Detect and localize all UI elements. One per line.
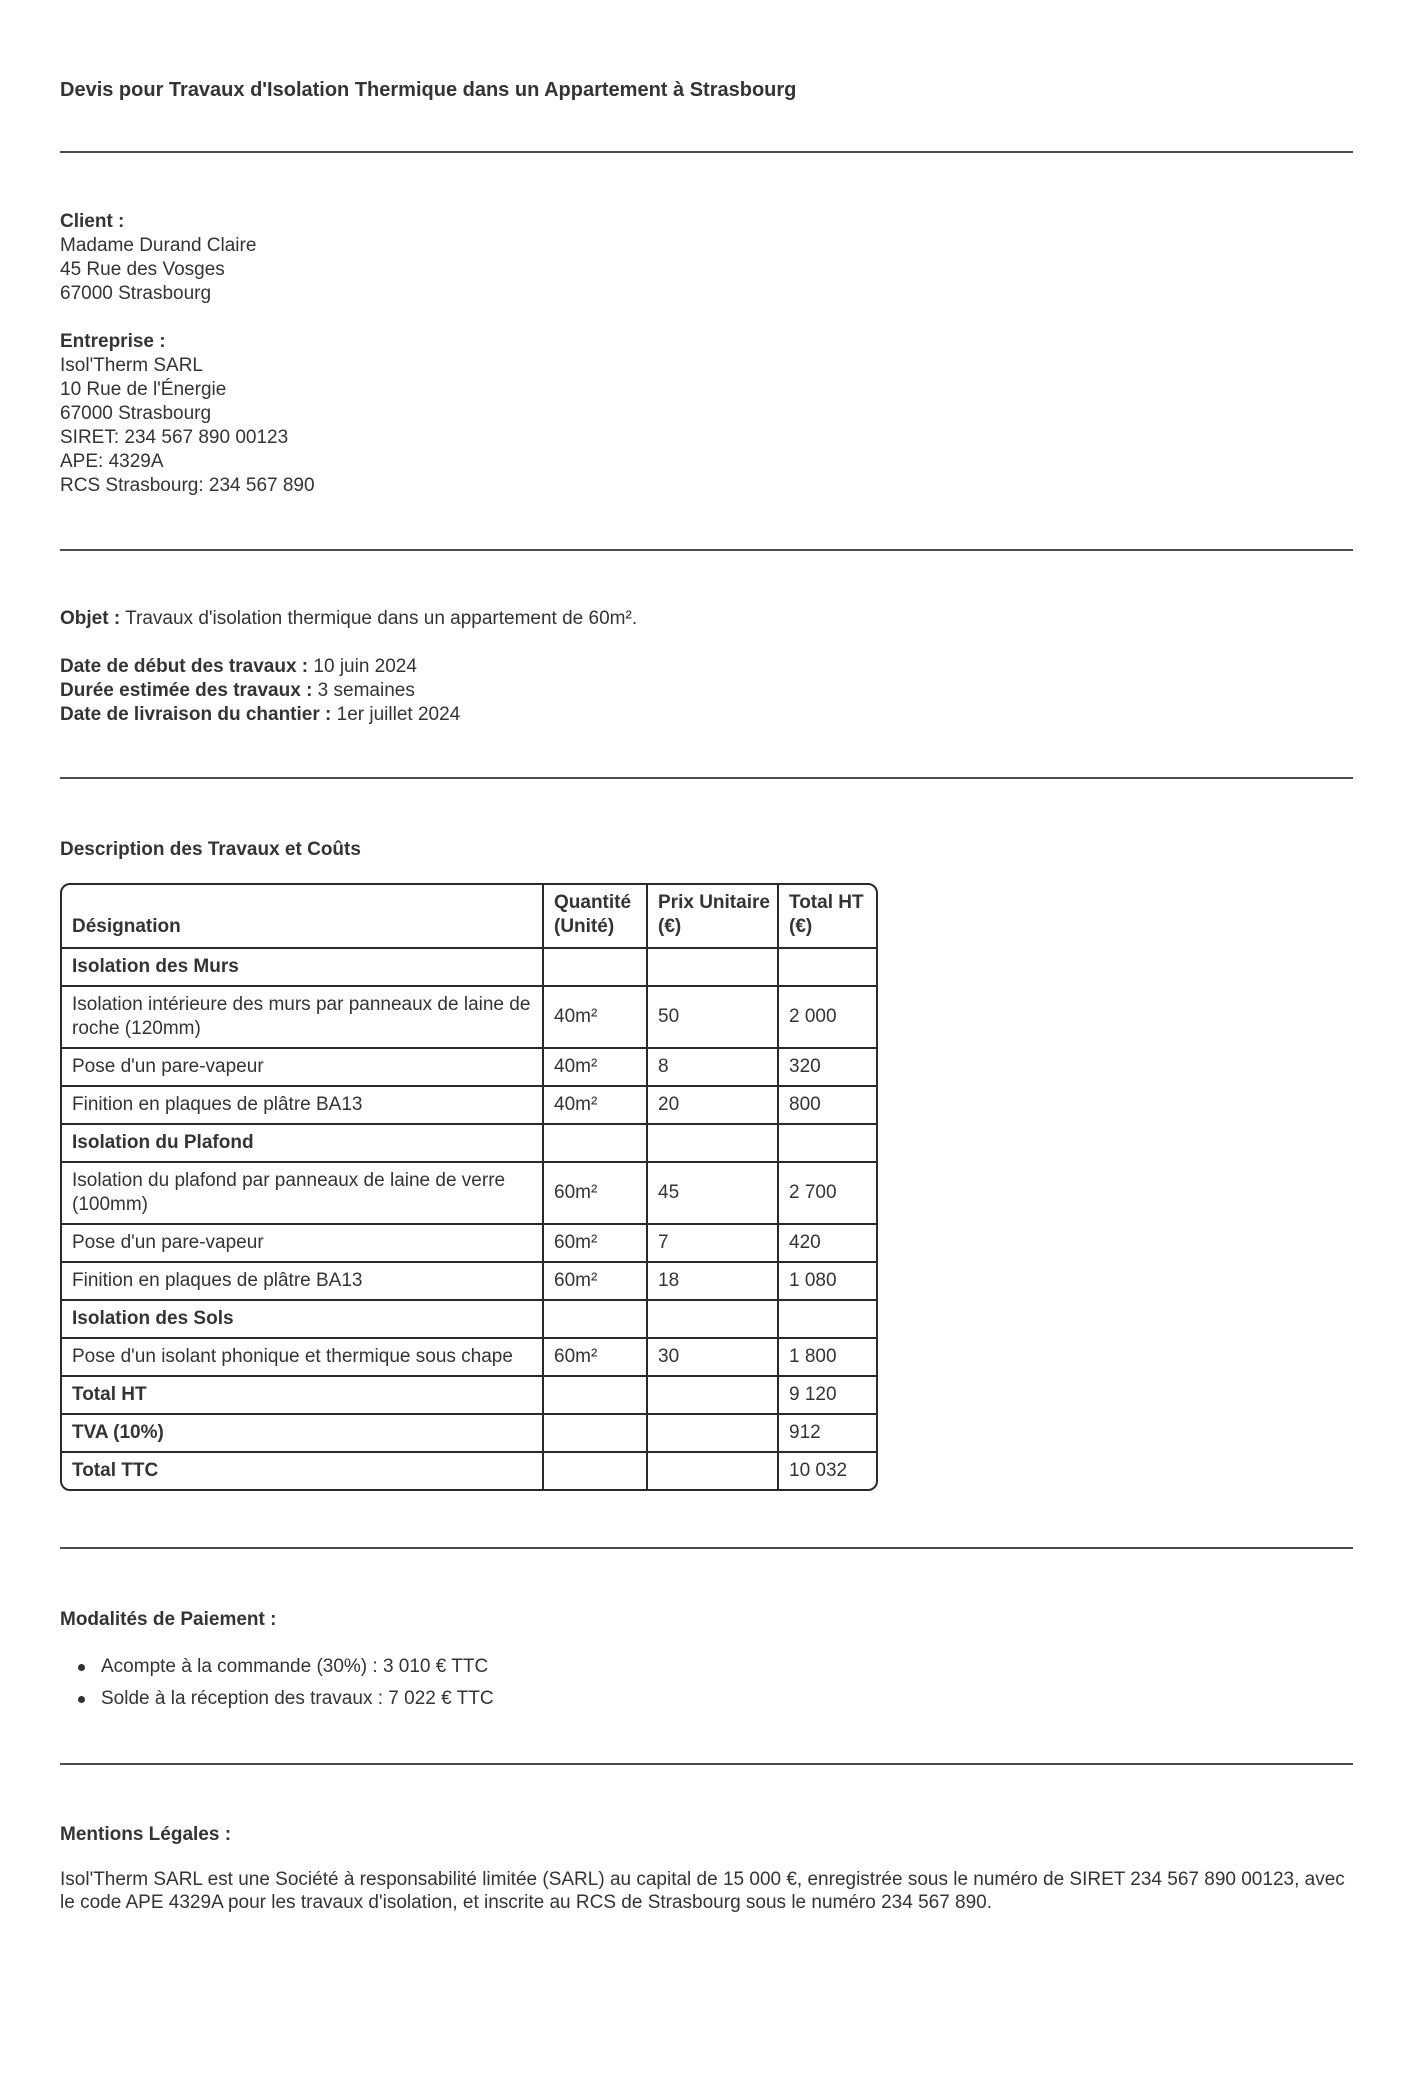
divider — [60, 1763, 1353, 1765]
company-detail-line: 10 Rue de l'Énergie — [60, 379, 227, 400]
cell-quantity: 60m² — [543, 1338, 647, 1376]
cell-designation: TVA (10%) — [62, 1414, 543, 1452]
cell-unit-price — [647, 1414, 778, 1452]
col-header-line: (Unité) — [554, 916, 615, 937]
cost-table-container — [60, 883, 878, 1491]
table-row — [62, 986, 876, 1048]
cell-unit-price: 20 — [647, 1086, 778, 1124]
cell-total-ht — [778, 948, 876, 986]
cell-total-ht: 2 000 — [778, 986, 876, 1048]
cell-quantity: 60m² — [543, 1162, 647, 1224]
cell-quantity — [543, 948, 647, 986]
payment-item — [60, 1687, 1353, 1711]
cell-unit-price: 7 — [647, 1224, 778, 1262]
company-detail-line: Isol'Therm SARL — [60, 355, 204, 376]
company-details — [60, 354, 1353, 498]
cell-designation: Total TTC — [62, 1452, 543, 1489]
cost-table-body — [62, 948, 876, 1489]
cell-unit-price: 30 — [647, 1338, 778, 1376]
cost-table — [62, 885, 876, 1489]
cell-unit-price: 45 — [647, 1162, 778, 1224]
detail-label: Durée estimée des travaux : — [60, 680, 313, 701]
cell-designation: Isolation intérieure des murs par panneaux de laine de roche (120mm) — [62, 986, 543, 1048]
objet-line — [60, 607, 1353, 631]
cell-designation: Pose d'un pare-vapeur — [62, 1224, 543, 1262]
cell-quantity: 40m² — [543, 986, 647, 1048]
col-header-line: (€) — [658, 916, 682, 937]
cell-unit-price — [647, 1452, 778, 1489]
project-detail-line: Date de début des travaux : 10 juin 2024 — [60, 656, 417, 677]
company-heading: Entreprise : — [60, 331, 166, 352]
cell-quantity — [543, 1300, 647, 1338]
payment-list — [60, 1655, 1353, 1711]
client-address-line: Madame Durand Claire — [60, 235, 257, 256]
cell-unit-price — [647, 1376, 778, 1414]
cell-unit-price — [647, 1124, 778, 1162]
payment-item-text: Acompte à la commande (30%) : 3 010 € TTC — [101, 1656, 489, 1677]
cell-unit-price: 18 — [647, 1262, 778, 1300]
col-header-line: Prix Unitaire — [658, 892, 770, 913]
payment-heading: Modalités de Paiement : — [60, 1609, 277, 1630]
bullet-icon — [78, 1696, 85, 1703]
col-header-line: Quantité — [554, 892, 632, 913]
cell-total-ht: 10 032 — [789, 1460, 848, 1481]
cost-table-header — [62, 885, 876, 948]
table-row — [62, 1376, 876, 1414]
cell-unit-price: 50 — [647, 986, 778, 1048]
cell-designation: Isolation des Murs — [62, 948, 543, 986]
cell-quantity: 60m² — [543, 1224, 647, 1262]
cell-quantity — [543, 1452, 647, 1489]
table-row — [62, 1048, 876, 1086]
document-page — [0, 78, 1413, 1914]
document-title: Devis pour Travaux d'Isolation Thermique dans un Appartement à Strasbourg — [60, 79, 797, 101]
objet-text: Travaux d'isolation thermique dans un appartement de 60m². — [125, 608, 638, 629]
project-detail-line: Durée estimée des travaux : 3 semaines — [60, 680, 415, 701]
cell-total-ht: 1 800 — [778, 1338, 876, 1376]
cell-total-ht: 320 — [778, 1048, 876, 1086]
col-header-line: Désignation — [72, 916, 181, 937]
project-details — [60, 655, 1353, 727]
client-section — [60, 210, 1353, 306]
company-detail-line: RCS Strasbourg: 234 567 890 — [60, 475, 315, 496]
objet-label: Objet : — [60, 608, 121, 629]
cell-designation: Finition en plaques de plâtre BA13 — [62, 1262, 543, 1300]
cell-designation: Total HT — [62, 1376, 543, 1414]
cell-designation: Finition en plaques de plâtre BA13 — [62, 1086, 543, 1124]
cell-quantity: 60m² — [543, 1262, 647, 1300]
detail-label: Date de début des travaux : — [60, 656, 309, 677]
legal-text: Isol'Therm SARL est une Société à responsabilité limitée (SARL) au capital de 15 000 €, enregistrée sous le numéro de SIRET 234 567 890 00123, avec le code APE 4329A pour les travaux d'isolation, et inscrite au RCS de Strasbourg sous le numéro 234 567 890. — [60, 1869, 1345, 1913]
cell-quantity — [543, 1124, 647, 1162]
client-address-line: 67000 Strasbourg — [60, 283, 212, 304]
cell-designation: Isolation des Sols — [62, 1300, 543, 1338]
table-row — [62, 948, 876, 986]
col-header-quantity — [543, 885, 647, 948]
bullet-icon — [78, 1664, 85, 1671]
col-header-unit-price — [647, 885, 778, 948]
costs-heading: Description des Travaux et Coûts — [60, 839, 361, 860]
table-row — [62, 1338, 876, 1376]
table-row — [62, 1162, 876, 1224]
cell-designation: Isolation du Plafond — [62, 1124, 543, 1162]
cell-total-ht — [778, 1300, 876, 1338]
cell-unit-price — [647, 1300, 778, 1338]
cell-total-ht: 2 700 — [778, 1162, 876, 1224]
col-header-total-ht — [778, 885, 876, 948]
cell-total-ht — [778, 1124, 876, 1162]
legal-heading: Mentions Légales : — [60, 1824, 232, 1845]
cell-quantity: 40m² — [543, 1086, 647, 1124]
client-address-line: 45 Rue des Vosges — [60, 259, 225, 280]
client-address — [60, 234, 1353, 306]
project-detail-line: Date de livraison du chantier : 1er juillet 2024 — [60, 704, 461, 725]
table-row — [62, 1124, 876, 1162]
cell-total-ht: 420 — [778, 1224, 876, 1262]
table-row — [62, 1086, 876, 1124]
divider — [60, 549, 1353, 551]
divider — [60, 777, 1353, 779]
col-header-line: (€) — [789, 916, 813, 937]
cell-total-ht: 9 120 — [778, 1376, 876, 1414]
table-row — [62, 1262, 876, 1300]
cell-quantity — [543, 1376, 647, 1414]
table-row — [62, 1414, 876, 1452]
cell-designation: Isolation du plafond par panneaux de laine de verre (100mm) — [62, 1162, 543, 1224]
table-row — [62, 1300, 876, 1338]
header-row — [62, 885, 876, 948]
client-heading: Client : — [60, 211, 125, 232]
payment-item-text: Solde à la réception des travaux : 7 022 € TTC — [101, 1688, 494, 1709]
company-detail-line: APE: 4329A — [60, 451, 164, 472]
table-row — [62, 1224, 876, 1262]
company-detail-line: 67000 Strasbourg — [60, 403, 212, 424]
detail-label: Date de livraison du chantier : — [60, 704, 332, 725]
divider — [60, 1547, 1353, 1549]
cell-unit-price: 8 — [647, 1048, 778, 1086]
cell-unit-price — [647, 948, 778, 986]
cell-designation: Pose d'un pare-vapeur — [62, 1048, 543, 1086]
company-detail-line: SIRET: 234 567 890 00123 — [60, 427, 289, 448]
col-header-designation — [62, 885, 543, 948]
cell-total-ht: 800 — [778, 1086, 876, 1124]
cell-quantity: 40m² — [543, 1048, 647, 1086]
cell-total-ht: 1 080 — [778, 1262, 876, 1300]
cell-quantity — [543, 1414, 647, 1452]
divider — [60, 151, 1353, 153]
table-row — [62, 1452, 876, 1489]
col-header-line: Total HT — [789, 892, 864, 913]
cell-designation: Pose d'un isolant phonique et thermique sous chape — [62, 1338, 543, 1376]
payment-item — [60, 1655, 1353, 1679]
company-section — [60, 330, 1353, 498]
cell-total-ht: 912 — [778, 1414, 876, 1452]
